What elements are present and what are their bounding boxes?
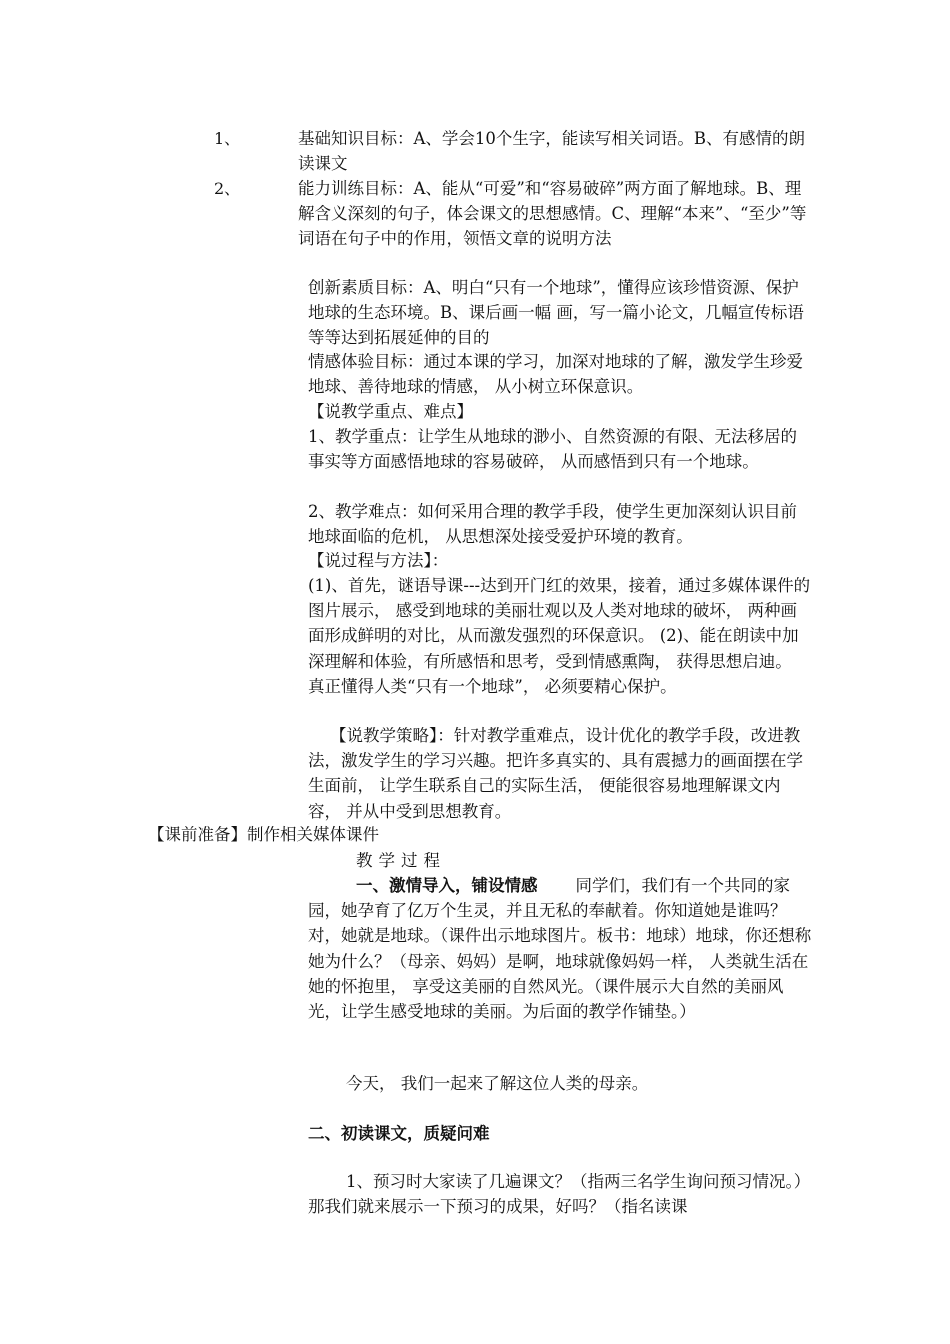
- strategy-heading: 【说教学策略】: [330, 726, 438, 745]
- section2-text: 1、预习时大家读了几遍课文？（指两三名学生询问预习情况。）那我们就来展示一下预习的成果，好吗？（指名读课: [308, 1172, 811, 1217]
- section2-heading: 二、初读课文，质疑问难: [308, 1124, 490, 1143]
- section1-text: 同学们，我们有一个共同的家园，她孕育了亿万个生灵，并且无私的奉献着。你知道她是谁吗？对，她就是地球。（课件出示地球图片。板书：地球）地球，你还想称她为什么？（母亲、妈妈）是啊，地球就像妈妈一样， 人类就生活在她的怀抱里， 享受这美丽的自然风光。（课件展示大自然的美丽风光，让学生感受地球的美丽。为后面的教学作铺垫。）: [308, 876, 812, 1022]
- difficulty-text: 2、教学难点：如何采用合理的教学手段，使学生更加深刻认识目前地球面临的危机， 从思想深处接受爱护环境的教育。: [308, 502, 797, 547]
- process-heading: 【说过程与方法】：: [308, 551, 449, 570]
- section1-heading: 一、激情导入，铺设情感: [356, 876, 538, 895]
- strategy-text: ：针对教学重难点，设计优化的教学手段，改进教法，激发学生的学习兴趣。把许多真实的、具有震撼力的画面摆在学生面前， 让学生联系自己的实际生活， 便能很容易地理解课文内容， 并从中受到思想教育。: [308, 726, 803, 821]
- emotion-objective: 情感体验目标：通过本课的学习，加深对地球的了解，激发学生珍爱地球、善待地球的情感， 从小树立环保意识。: [308, 352, 803, 397]
- strategy-paragraph: [308, 723, 812, 824]
- objective-number: 2、: [214, 179, 241, 198]
- preparation-text: 【课前准备】制作相关媒体课件: [148, 825, 379, 844]
- key-difficulty-heading: 【说教学重点、难点】: [308, 402, 473, 421]
- key-point-text: 1、教学重点：让学生从地球的渺小、自然资源的有限、无法移居的事实等方面感悟地球的容易破碎， 从而感悟到只有一个地球。: [308, 427, 797, 472]
- process-text: (1)、首先，谜语导课---达到开门红的效果，接着，通过多媒体课件的图片展示， 感受到地球的美丽壮观以及人类对地球的破坏， 两种画面形成鲜明的对比，从而激发强烈的环保意识。 (2)、能在朗读中加深理解和体验，有所感悟和思考，受到情感熏陶， 获得思想启迪。 真正懂得人类“只有一个地球”， 必须要精心保护。: [308, 576, 811, 696]
- teaching-process-title: 教学过程: [356, 851, 446, 870]
- objective-number: 1、: [214, 129, 241, 148]
- section1-paragraph: [308, 873, 812, 1024]
- objective-text: 能力训练目标：A、能从“可爱”和“容易破碎”两方面了解地球。B、理解含义深刻的句子，体会课文的思想感情。C、理解“本来”、“至少”等词语在句子中的作用，领悟文章的说明方法: [298, 179, 807, 248]
- today-text: 今天， 我们一起来了解这位人类的母亲。: [346, 1074, 649, 1093]
- objective-text: 基础知识目标：A、学会10个生字，能读写相关词语。B、有感情的朗读课文: [298, 129, 806, 173]
- innovation-objective: 创新素质目标：A、明白“只有一个地球”，懂得应该珍惜资源、保护地球的生态环境。B、课后画一幅 画，写一篇小论文，几幅宣传标语等等达到拓展延伸的目的: [308, 278, 804, 348]
